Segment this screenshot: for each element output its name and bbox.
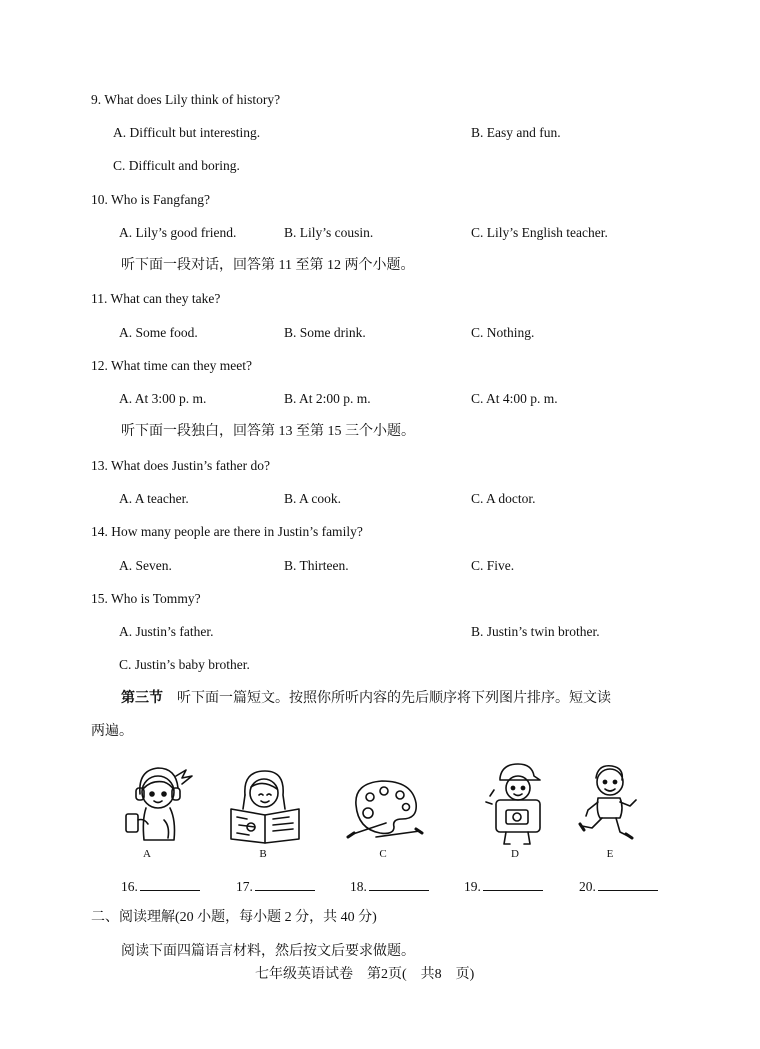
answer-blank-17[interactable] (236, 878, 315, 895)
section3-instruction (121, 691, 611, 707)
answer-blank-20[interactable] (579, 878, 658, 895)
picture-a (118, 760, 198, 845)
blank-number: 18. (350, 879, 367, 894)
blank-number: 16. (121, 879, 138, 894)
paint-palette-icon (346, 775, 424, 841)
q10-option-c[interactable]: C. Lily’s English teacher. (471, 225, 608, 240)
page-footer: 七年级英语试卷 第2页( 共8 页) (255, 967, 475, 982)
question-9: 9. What does Lily think of history? (91, 92, 281, 107)
section3-instruction-cont: 两遍。 (91, 724, 133, 739)
q15-option-b[interactable]: B. Justin’s twin brother. (471, 624, 600, 639)
picture-e (576, 760, 642, 844)
picture-d (478, 760, 554, 846)
picture-a-label: A (143, 848, 151, 860)
question-14: 14. How many people are there in Justin’s family? (91, 524, 363, 539)
answer-blank-16[interactable] (121, 878, 200, 895)
q10-option-a[interactable]: A. Lily’s good friend. (119, 225, 237, 240)
q9-option-c[interactable]: C. Difficult and boring. (113, 158, 240, 173)
picture-b-label: B (259, 848, 267, 860)
picture-b (225, 765, 305, 845)
q14-option-a[interactable]: A. Seven. (119, 558, 172, 573)
q10-option-b[interactable]: B. Lily’s cousin. (284, 225, 374, 240)
instruction-dialog: 听下面一段对话，回答第 11 至第 12 两个小题。 (121, 258, 415, 273)
q13-option-a[interactable]: A. A teacher. (119, 491, 189, 506)
question-12: 12. What time can they meet? (91, 358, 252, 373)
q9-option-a[interactable]: A. Difficult but interesting. (113, 125, 261, 140)
answer-blank-18[interactable] (350, 878, 429, 895)
q14-option-c[interactable]: C. Five. (471, 558, 515, 573)
picture-e-label: E (606, 848, 614, 860)
q12-option-a[interactable]: A. At 3:00 p. m. (119, 391, 207, 406)
question-15: 15. Who is Tommy? (91, 591, 201, 606)
section3-text: 听下面一篇短文。按照你所听内容的先后顺序将下列图片排序。短文读 (177, 691, 611, 706)
q14-option-b[interactable]: B. Thirteen. (284, 558, 349, 573)
answer-blank-19[interactable] (464, 878, 543, 895)
boy-backpack-camera-icon (478, 760, 554, 846)
q13-option-b[interactable]: B. A cook. (284, 491, 342, 506)
boy-running-icon (576, 760, 642, 844)
picture-c-label: C (379, 848, 387, 860)
q11-option-c[interactable]: C. Nothing. (471, 325, 535, 340)
section3-label: 第三节 (121, 691, 163, 706)
picture-d-label: D (511, 848, 519, 860)
blank-number: 19. (464, 879, 481, 894)
blank-number: 20. (579, 879, 596, 894)
girl-reading-book-icon (225, 765, 305, 845)
q12-option-b[interactable]: B. At 2:00 p. m. (284, 391, 371, 406)
question-13: 13. What does Justin’s father do? (91, 458, 270, 473)
q13-option-c[interactable]: C. A doctor. (471, 491, 536, 506)
part2-instruction: 阅读下面四篇语言材料，然后按文后要求做题。 (121, 944, 415, 959)
girl-headphones-phone-icon (118, 760, 198, 845)
q15-option-a[interactable]: A. Justin’s father. (119, 624, 214, 639)
q9-option-b[interactable]: B. Easy and fun. (471, 125, 561, 140)
q11-option-b[interactable]: B. Some drink. (284, 325, 366, 340)
blank-number: 17. (236, 879, 253, 894)
picture-c (346, 775, 424, 841)
q12-option-c[interactable]: C. At 4:00 p. m. (471, 391, 558, 406)
q15-option-c[interactable]: C. Justin’s baby brother. (119, 657, 250, 672)
part2-heading: 二、阅读理解(20 小题，每小题 2 分，共 40 分) (91, 910, 377, 925)
instruction-monologue: 听下面一段独白，回答第 13 至第 15 三个小题。 (121, 424, 415, 439)
question-10: 10. Who is Fangfang? (91, 192, 210, 207)
q11-option-a[interactable]: A. Some food. (119, 325, 198, 340)
question-11: 11. What can they take? (91, 291, 221, 306)
